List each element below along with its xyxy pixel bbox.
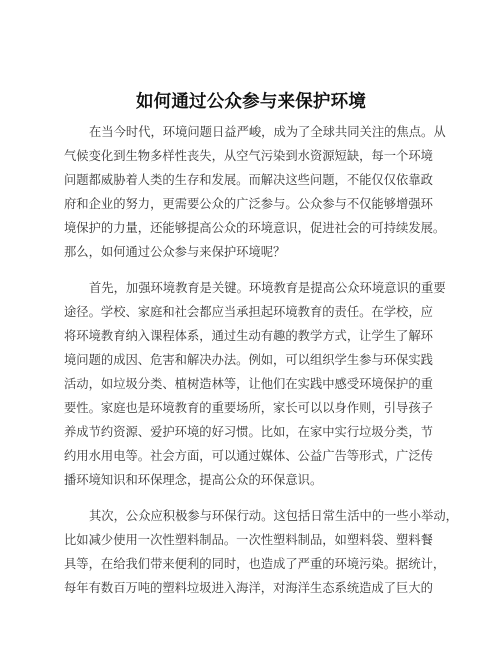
paragraph-line: 要性。家庭也是环境教育的重要场所，家长可以以身作则，引导孩子 (64, 401, 433, 415)
paragraph-line: 府和企业的努力，更需要公众的广泛参与。公众参与不仅能够增强环 (64, 197, 433, 211)
paragraph-line: 养成节约资源、爱护环境的好习惯。比如，在家中实行垃圾分类，节 (64, 425, 433, 439)
paragraph-line: 境问题的成因、危害和解决办法。例如，可以组织学生参与环保实践 (64, 353, 433, 367)
paragraph-line: 气候变化到生物多样性丧失，从空气污染到水资源短缺，每一个环境 (64, 149, 433, 163)
paragraph-line: 其次，公众应积极参与环保行动。这包括日常生活中的一些小举动， (89, 509, 458, 523)
paragraph-line: 在当今时代，环境问题日益严峻，成为了全球共同关注的焦点。从 (89, 125, 446, 139)
paragraph-line: 途径。学校、家庭和社会都应当承担起环境教育的责任。在学校，应 (64, 305, 433, 319)
paragraph-line: 每年有数百万吨的塑料垃圾进入海洋，对海洋生态系统造成了巨大的 (64, 581, 433, 595)
document-title: 如何通过公众参与来保护环境 (135, 92, 367, 112)
paragraph-line: 比如减少使用一次性塑料制品。一次性塑料制品，如塑料袋、塑料餐 (64, 533, 433, 547)
paragraph-line: 具等，在给我们带来便利的同时，也造成了严重的环境污染。据统计， (64, 557, 446, 571)
paragraph-line: 播环境知识和环保理念，提高公众的环保意识。 (64, 473, 323, 487)
paragraph-line: 首先，加强环境教育是关键。环境教育是提高公众环境意识的重要 (89, 281, 446, 295)
paragraph-line: 问题都威胁着人类的生存和发展。而解决这些问题，不能仅仅依靠政 (64, 173, 433, 187)
paragraph-line: 约用水用电等。社会方面，可以通过媒体、公益广告等形式，广泛传 (64, 449, 433, 463)
paragraph-line: 活动，如垃圾分类、植树造林等，让他们在实践中感受环境保护的重 (64, 377, 433, 391)
paragraph-line: 境保护的力量，还能够提高公众的环境意识，促进社会的可持续发展。 (64, 221, 446, 235)
paragraph-line: 将环境教育纳入课程体系，通过生动有趣的教学方式，让学生了解环 (64, 329, 433, 343)
paragraph-line: 那么，如何通过公众参与来保护环境呢？ (64, 245, 286, 259)
